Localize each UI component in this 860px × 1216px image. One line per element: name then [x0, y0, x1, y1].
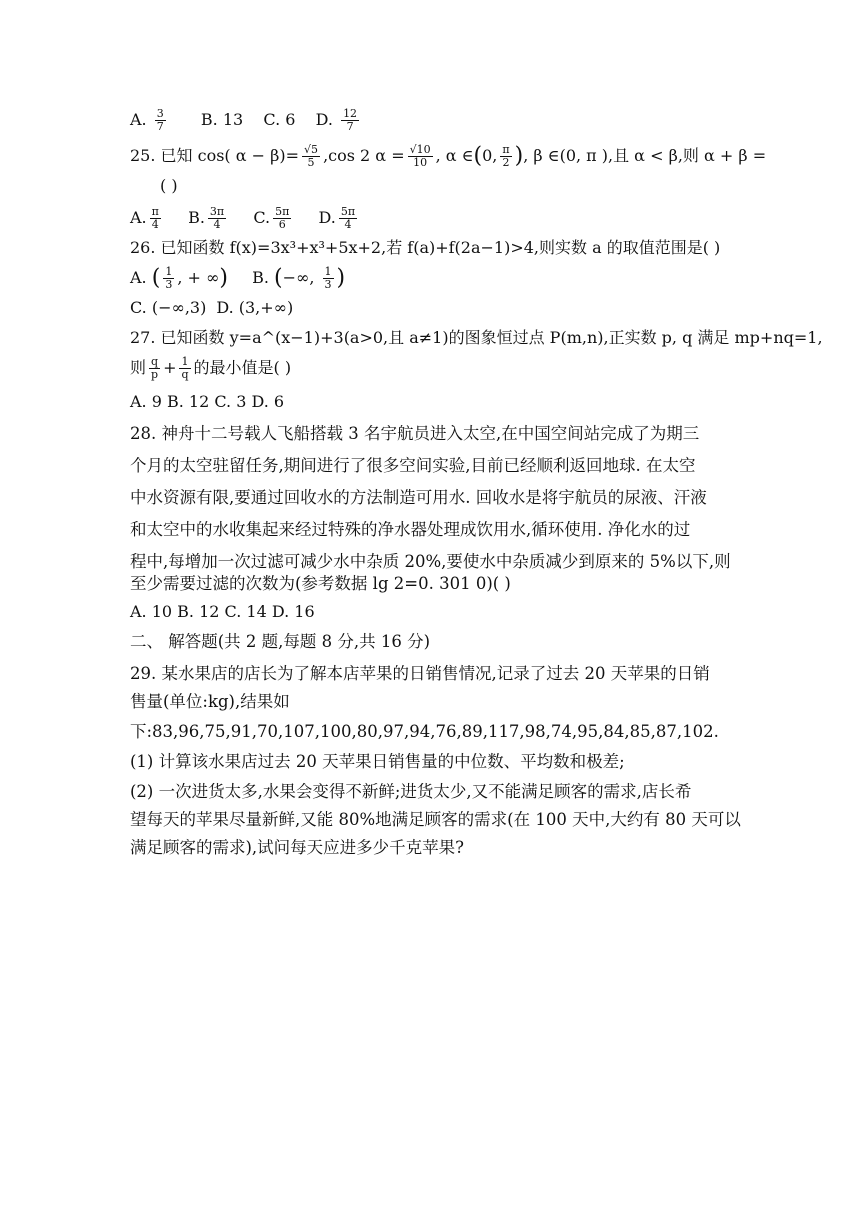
q28-line-6: 至少需要过滤的次数为(参考数据 lg 2=0. 301 0)( ) — [130, 574, 511, 593]
q24-options — [130, 108, 362, 133]
q28-line-5: 程中,每增加一次过滤可减少水中杂质 20%,要使水中杂质减少到原来的 5%以下,则 — [130, 552, 731, 571]
q28-line-1: 28. 神舟十二号载人飞船搭载 3 名宇航员进入太空,在中国空间站完成了为期三 — [130, 424, 700, 443]
q29-part-2-line-2: 望每天的苹果尽量新鲜,又能 80%地满足顾客的需求(在 100 天中,大约有 80 天可以 — [130, 810, 741, 829]
q27-stem-2: 则 $\frac{q}{p}$ + $\frac{1}{q}$ 的最小值是( ) — [130, 355, 292, 381]
option-c: C. 6 — [263, 110, 296, 129]
q28-line-3: 中水资源有限,要通过回收水的方法制造可用水. 回收水是将宇航员的尿液、汗液 — [130, 488, 707, 507]
q25-options: A. $\frac{\pi}{4}$ B. $\frac{3\pi}{4}$ C. $\frac{5\pi}{6}$ D. $\frac{5\pi}{4}$ — [130, 205, 356, 231]
q29-data-line: 下:83,96,75,91,70,107,100,80,97,94,76,89,117,98,74,95,84,85,87,102. — [130, 722, 719, 741]
q26-stem: 26. 已知函数 f(x)=3x³+x³+5x+2,若 f(a)+f(2a−1)>4,则实数 a 的取值范围是( ) — [130, 238, 721, 257]
q25-blank: ( ) — [160, 176, 178, 195]
q28-options: A. 10 B. 12 C. 14 D. 16 — [130, 602, 315, 621]
q28-line-2: 个月的太空驻留任务,期间进行了很多空间实验,目前已经顺利返回地球. 在太空 — [130, 456, 696, 475]
q29-part-2-line-1: (2) 一次进货太多,水果会变得不新鲜;进货太少,又不能满足顾客的需求,店长希 — [130, 782, 692, 801]
option-d-fraction: $\frac{12}{7}$ — [343, 107, 358, 133]
q28-line-4: 和太空中的水收集起来经过特殊的净水器处理成饮用水,循环使用. 净化水的过 — [130, 520, 691, 539]
option-a-fraction: $\frac{3}{7}$ — [156, 107, 164, 133]
q29-line-1: 29. 某水果店的店长为了解本店苹果的日销售情况,记录了过去 20 天苹果的日销 — [130, 664, 710, 683]
q29-part-2-line-3: 满足顾客的需求),试问每天应进多少千克苹果? — [130, 838, 465, 857]
q26-options-ab: A. ( $\frac{1}{3}$ , + ∞) B. (−∞, $\frac{1}{3}$ ) — [130, 265, 346, 291]
q25-stem: 25. 已知 cos( α − β)= $\frac{√5}{5}$ ,cos 2 α = $\frac{√10}{10}$ , α ∈(0, $\frac{\pi}{2}$ ), β ∈(0, π ),且 α < β,则 α + β = — [130, 143, 767, 169]
option-b: B. 13 — [200, 110, 244, 129]
q27-stem-1: 27. 已知函数 y=a^(x−1)+3(a>0,且 a≠1)的图象恒过点 P(m,n),正实数 p, q 满足 mp+nq=1, — [130, 328, 823, 347]
q29-line-2: 售量(单位:kg),结果如 — [130, 692, 290, 711]
option-d-label: D. — [315, 110, 333, 129]
q29-part-1: (1) 计算该水果店过去 20 天苹果日销售量的中位数、平均数和极差; — [130, 752, 625, 771]
q26-options-cd: C. (−∞,3) D. (3,+∞) — [130, 298, 294, 317]
option-a-label: A. — [130, 110, 147, 129]
q27-options: A. 9 B. 12 C. 3 D. 6 — [130, 392, 285, 411]
section-heading: 二、 解答题(共 2 题,每题 8 分,共 16 分) — [130, 632, 431, 651]
